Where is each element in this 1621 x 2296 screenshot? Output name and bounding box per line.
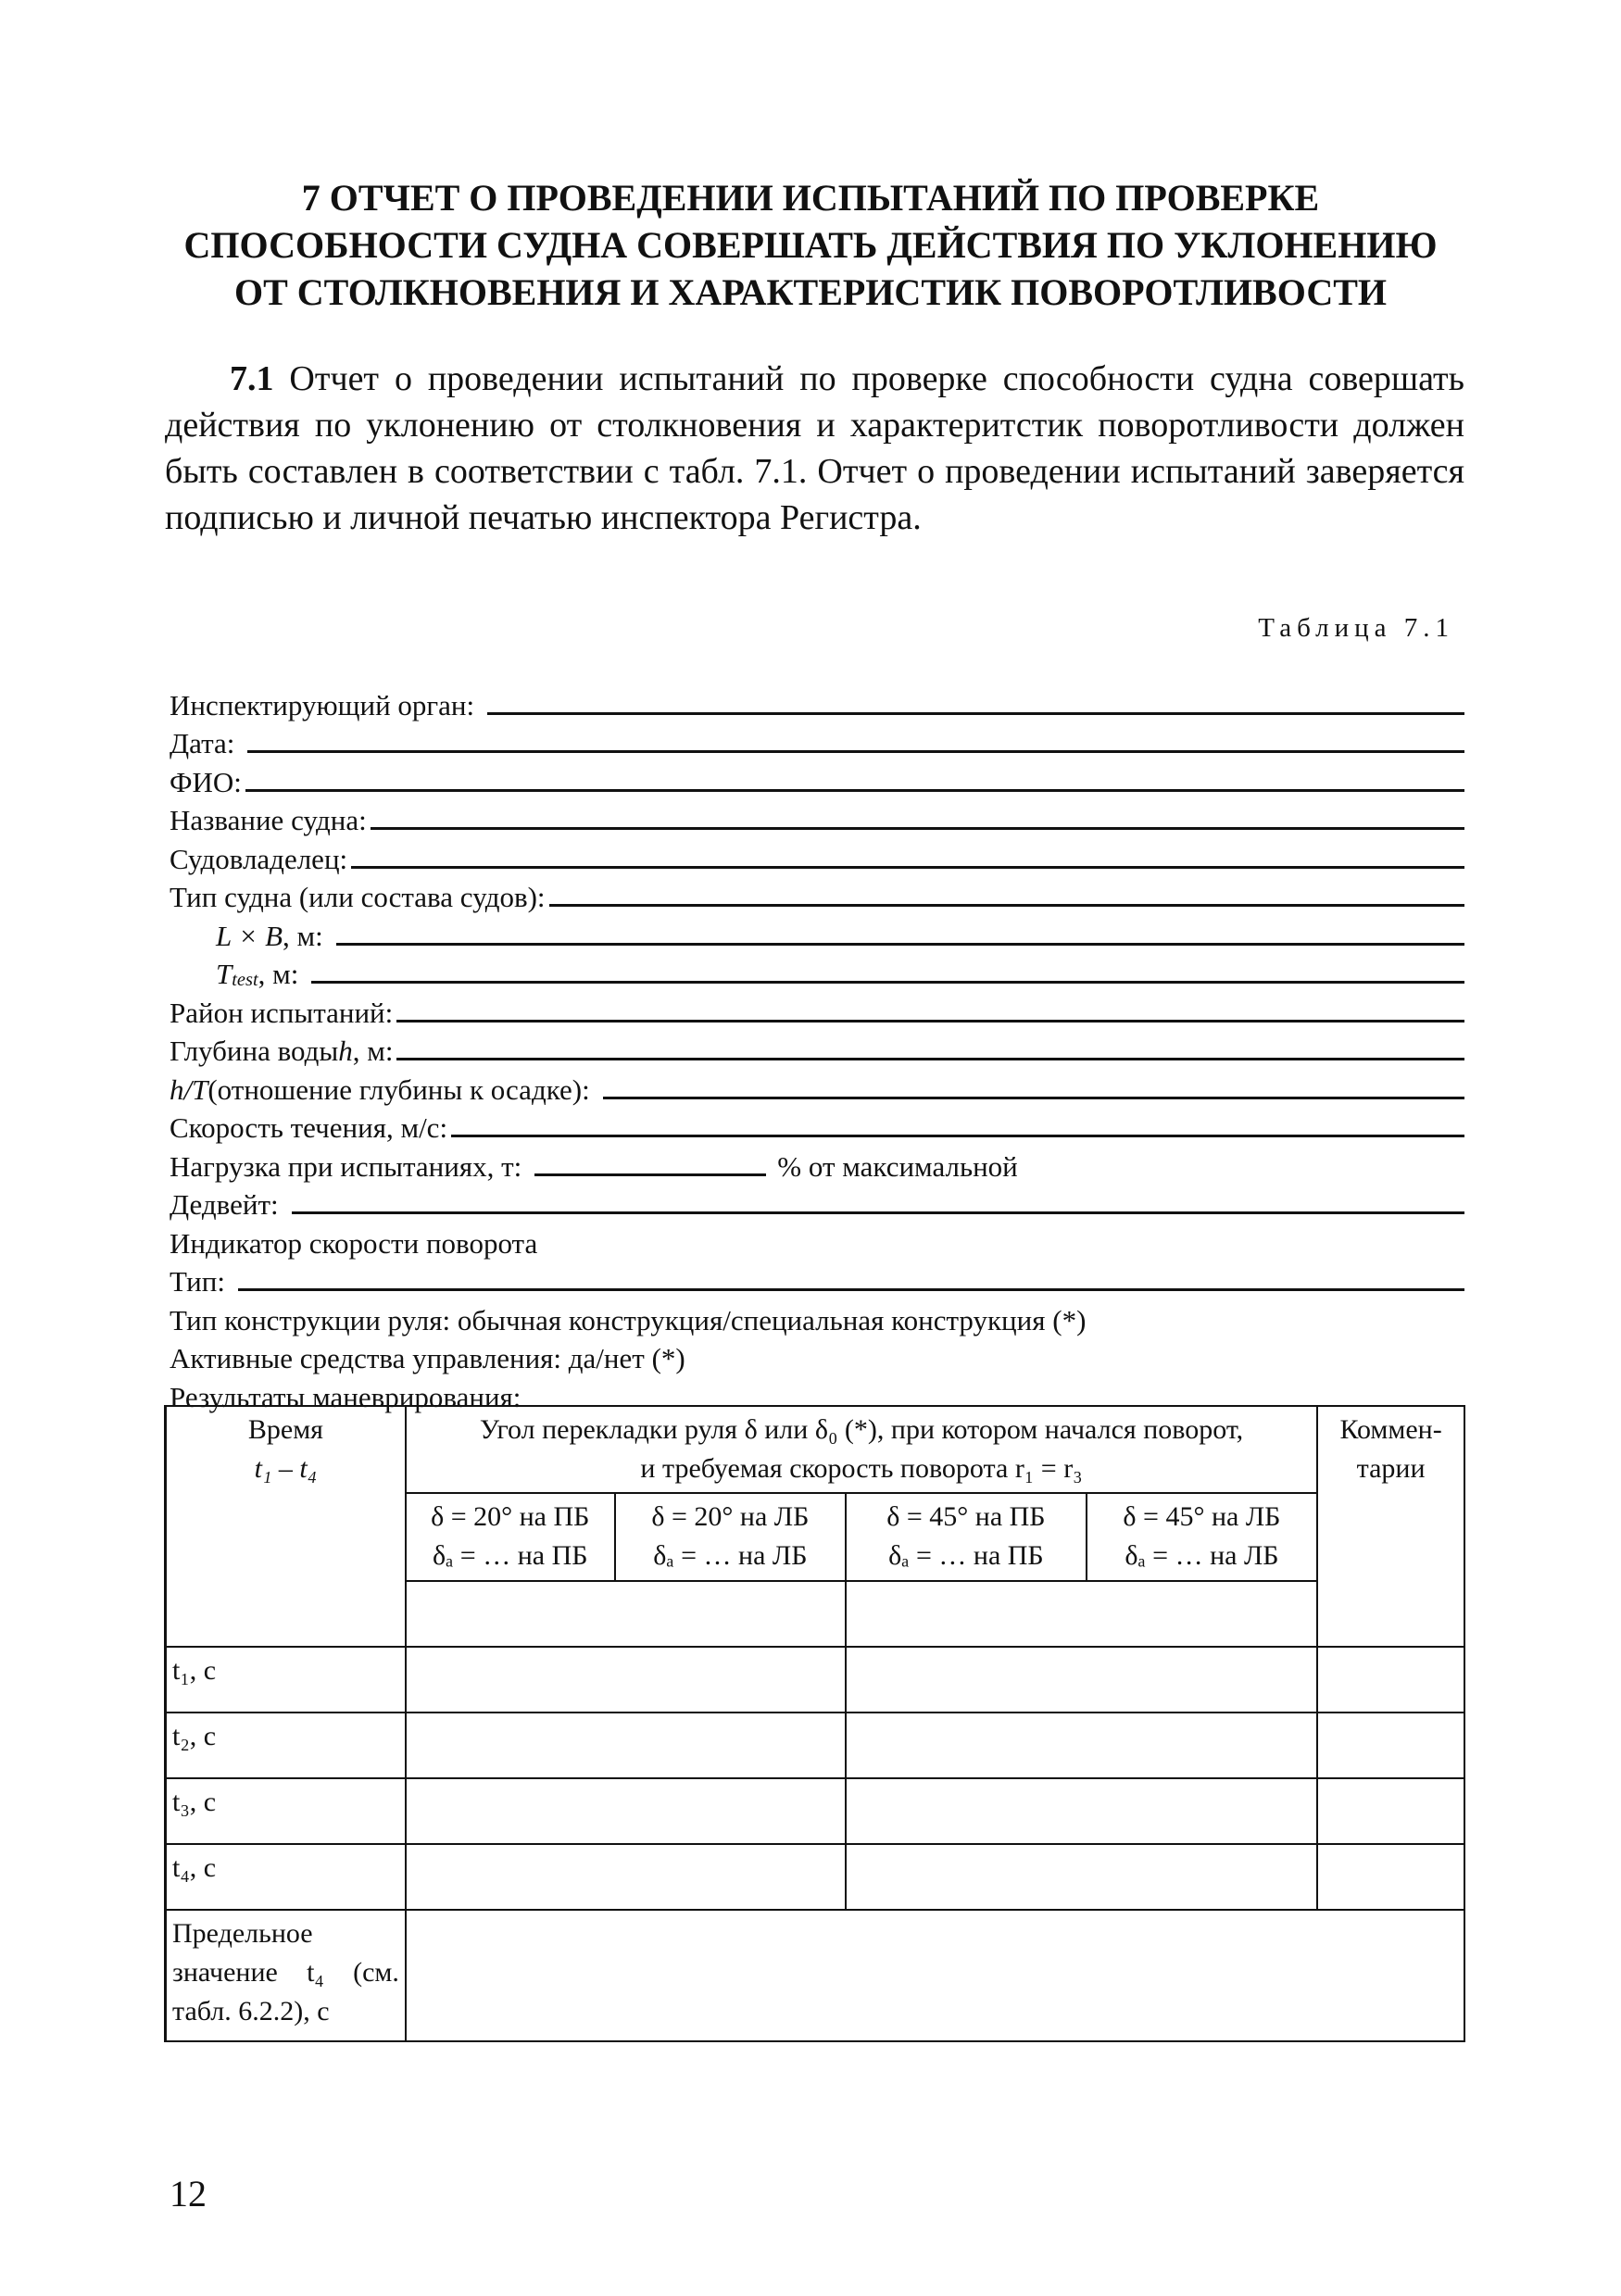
ht-field[interactable] bbox=[603, 1097, 1464, 1099]
rudder-label: Тип конструкции руля: обычная конструкция/специальная конструкция (*) bbox=[170, 1303, 1087, 1336]
current-field[interactable] bbox=[451, 1135, 1464, 1137]
results-label: Результаты маневрирования: bbox=[170, 1380, 521, 1413]
header-row-1 bbox=[166, 1406, 1465, 1493]
time-header-label: Время bbox=[247, 1414, 323, 1445]
comment-cell[interactable] bbox=[1317, 1844, 1464, 1910]
time-header-range: t₁ – t₄ bbox=[254, 1453, 318, 1484]
inspecting-body-field[interactable] bbox=[487, 712, 1464, 715]
condition-20-pb bbox=[406, 1493, 615, 1581]
fio-field[interactable] bbox=[245, 789, 1464, 792]
value-cell[interactable] bbox=[406, 1647, 846, 1713]
t-subscript: test bbox=[232, 970, 258, 990]
page-number: 12 bbox=[170, 2173, 207, 2214]
area-field[interactable] bbox=[396, 1020, 1464, 1023]
row-label: t₁, с bbox=[166, 1647, 406, 1713]
form-row-active bbox=[170, 1337, 1464, 1376]
value-cell[interactable] bbox=[406, 1713, 846, 1778]
section-title bbox=[139, 174, 1482, 316]
form-row-type bbox=[170, 1261, 1464, 1299]
form-row-area bbox=[170, 991, 1464, 1030]
table-row-t2 bbox=[166, 1713, 1465, 1778]
angle-header-line-1: Угол перекладки руля δ или δ₀ (*), при котором начался поворот, bbox=[479, 1414, 1244, 1445]
condition-line-1: δ = 45° на ЛБ bbox=[1123, 1501, 1281, 1532]
area-label: Район испытаний: bbox=[170, 996, 394, 1029]
load-suffix: % от максимальной bbox=[777, 1149, 1018, 1183]
rot-indicator-label: Индикатор скорости поворота bbox=[170, 1226, 538, 1260]
comment-header-label: Коммен-тарии bbox=[1339, 1414, 1442, 1484]
table-row-t1 bbox=[166, 1647, 1465, 1713]
ship-name-label: Название судна: bbox=[170, 804, 367, 836]
comment-cell[interactable] bbox=[1317, 1713, 1464, 1778]
table-caption: Таблица 7.1 bbox=[1258, 613, 1454, 643]
value-cell[interactable] bbox=[846, 1778, 1317, 1844]
ship-type-field[interactable] bbox=[549, 904, 1464, 907]
owner-field[interactable] bbox=[351, 866, 1464, 869]
load-field[interactable] bbox=[534, 1173, 766, 1176]
title-line-3: ОТ СТОЛКНОВЕНИЯ И ХАРАКТЕРИСТИК ПОВОРОТЛИВОСТИ bbox=[233, 271, 1388, 313]
ht-label: (отношение глубины к осадке): bbox=[207, 1073, 590, 1106]
form-row-rot-indicator bbox=[170, 1222, 1464, 1261]
form-row-owner bbox=[170, 837, 1464, 876]
condition-20-lb bbox=[615, 1493, 847, 1581]
ship-name-field[interactable] bbox=[371, 827, 1464, 830]
condition-line-2: δₐ = … на ПБ bbox=[888, 1540, 1044, 1571]
current-label: Скорость течения, м/с: bbox=[170, 1111, 448, 1144]
active-label: Активные средства управления: да/нет (*) bbox=[170, 1342, 685, 1374]
date-field[interactable] bbox=[247, 750, 1464, 753]
time-header bbox=[166, 1406, 406, 1647]
form-row-t-test bbox=[170, 953, 1464, 992]
condition-line-1: δ = 20° на ЛБ bbox=[651, 1501, 810, 1532]
condition-45-pb bbox=[846, 1493, 1087, 1581]
form-row-fio bbox=[170, 760, 1464, 799]
deadweight-field[interactable] bbox=[292, 1211, 1464, 1214]
title-line-1: 7 ОТЧЕТ О ПРОВЕДЕНИИ ИСПЫТАНИЙ ПО ПРОВЕРКЕ bbox=[301, 177, 1320, 219]
condition-45-lb bbox=[1087, 1493, 1318, 1581]
date-label: Дата: bbox=[170, 727, 235, 759]
paragraph-text: Отчет о проведении испытаний по проверке способности судна совершать действия по уклонению от столкновения и характеритстик поворотливости должен быть составлен в соответствии с табл. 7.1. Отчет о проведении испытаний заверяется подписью и личной печатью инспектора Регистра. bbox=[165, 359, 1464, 537]
t-unit: , м: bbox=[258, 958, 299, 990]
title-line-2: СПОСОБНОСТИ СУДНА СОВЕРШАТЬ ДЕЙСТВИЯ ПО УКЛОНЕНИЮ bbox=[183, 224, 1438, 266]
value-cell[interactable] bbox=[406, 1844, 846, 1910]
deadweight-label: Дедвейт: bbox=[170, 1188, 279, 1221]
paragraph-7-1 bbox=[165, 356, 1464, 541]
paragraph-number: 7.1 bbox=[230, 359, 274, 398]
form-row-depth bbox=[170, 1030, 1464, 1069]
depth-field[interactable] bbox=[396, 1058, 1464, 1060]
ht-symbol: h/T bbox=[170, 1073, 208, 1106]
blank-cell-right[interactable] bbox=[846, 1581, 1317, 1647]
fio-label: ФИО: bbox=[170, 765, 242, 798]
depth-label: Глубина воды bbox=[170, 1035, 339, 1067]
condition-line-1: δ = 20° на ПБ bbox=[431, 1501, 590, 1532]
condition-line-2: δₐ = … на ЛБ bbox=[1125, 1540, 1279, 1571]
value-cell[interactable] bbox=[846, 1713, 1317, 1778]
maneuver-results-table bbox=[164, 1405, 1465, 2042]
form-row-load bbox=[170, 1145, 1464, 1184]
comment-cell[interactable] bbox=[1317, 1778, 1464, 1844]
row-label: t₂, с bbox=[166, 1713, 406, 1778]
table-row-t3 bbox=[166, 1778, 1465, 1844]
type-label: Тип: bbox=[170, 1265, 225, 1298]
comment-cell[interactable] bbox=[1317, 1647, 1464, 1713]
limit-label: Предельное значение t₄ (см. табл. 6.2.2), с bbox=[166, 1910, 406, 2041]
inspecting-body-label: Инспектирующий орган: bbox=[170, 688, 475, 721]
row-label: t₃, с bbox=[166, 1778, 406, 1844]
form-row-rudder bbox=[170, 1299, 1464, 1337]
lxb-unit: , м: bbox=[283, 919, 323, 952]
condition-line-2: δₐ = … на ЛБ bbox=[653, 1540, 808, 1571]
depth-unit: , м: bbox=[352, 1035, 394, 1067]
lxb-symbol: L × B bbox=[216, 919, 283, 952]
table-row-t4 bbox=[166, 1844, 1465, 1910]
t-test-field[interactable] bbox=[311, 981, 1464, 984]
form-row-inspecting-body bbox=[170, 684, 1464, 722]
report-form bbox=[170, 684, 1464, 1414]
condition-line-2: δₐ = … на ПБ bbox=[432, 1540, 588, 1571]
t-symbol: T bbox=[216, 958, 232, 990]
type-field[interactable] bbox=[238, 1288, 1464, 1291]
depth-symbol: h bbox=[338, 1035, 353, 1067]
form-row-ship-type bbox=[170, 876, 1464, 915]
lxb-field[interactable] bbox=[336, 943, 1464, 946]
value-cell[interactable] bbox=[846, 1844, 1317, 1910]
row-label: t₄, с bbox=[166, 1844, 406, 1910]
form-row-lxb bbox=[170, 914, 1464, 953]
form-row-current bbox=[170, 1107, 1464, 1146]
ship-type-label: Тип судна (или состава судов): bbox=[170, 881, 546, 913]
condition-line-1: δ = 45° на ПБ bbox=[886, 1501, 1046, 1532]
load-label: Нагрузка при испытаниях, т: bbox=[170, 1149, 522, 1183]
form-row-ht bbox=[170, 1068, 1464, 1107]
owner-label: Судовладелец: bbox=[170, 842, 348, 875]
value-cell[interactable] bbox=[846, 1647, 1317, 1713]
blank-cell-left[interactable] bbox=[406, 1581, 846, 1647]
form-row-deadweight bbox=[170, 1184, 1464, 1223]
value-cell[interactable] bbox=[406, 1778, 846, 1844]
comment-header bbox=[1317, 1406, 1464, 1647]
angle-header-line-2: и требуемая скорость поворота r₁ = r₃ bbox=[640, 1453, 1083, 1484]
form-row-ship-name bbox=[170, 799, 1464, 838]
table-row-limit bbox=[166, 1910, 1465, 2041]
angle-header bbox=[406, 1406, 1317, 1493]
limit-value-cell[interactable] bbox=[406, 1910, 1464, 2041]
form-row-date bbox=[170, 722, 1464, 761]
